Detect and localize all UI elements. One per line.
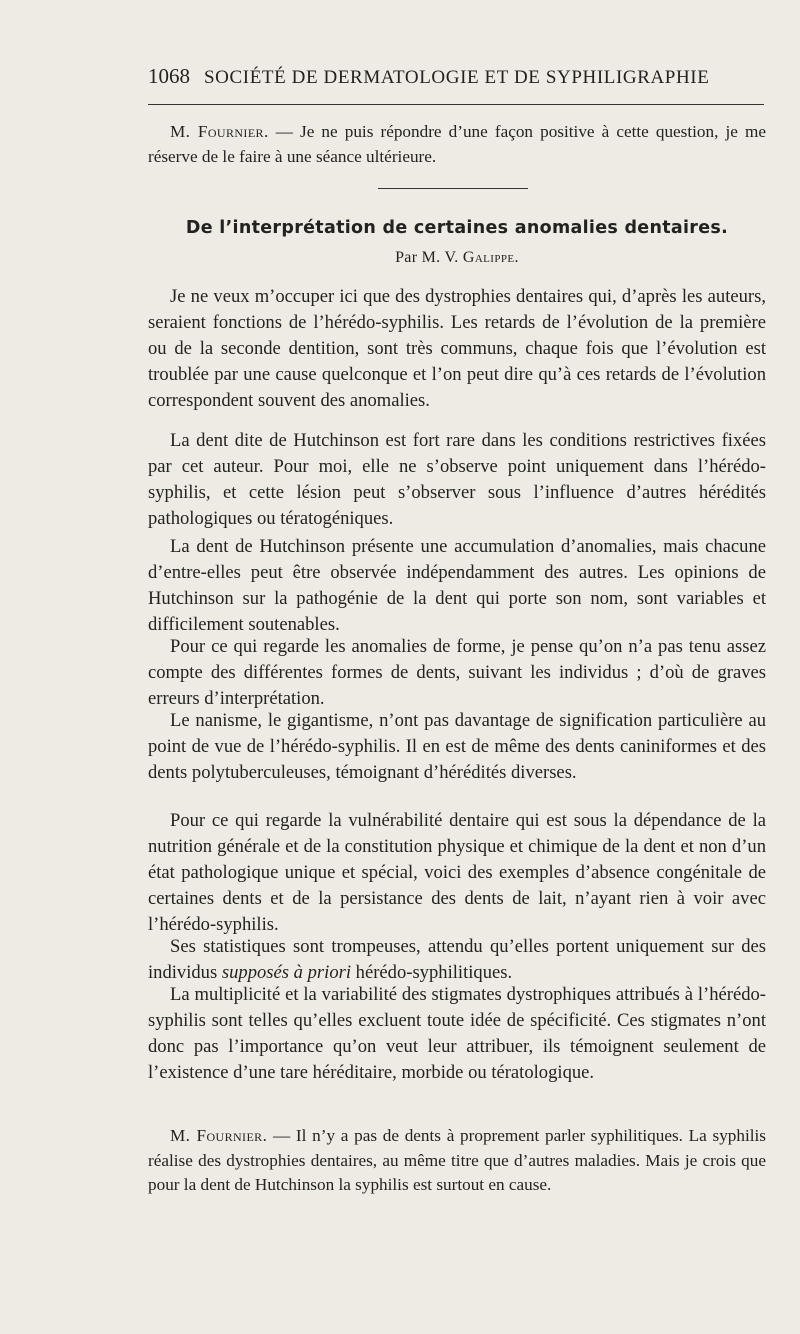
speaker-name: M. Fournier. [170, 122, 269, 141]
body-paragraph [148, 934, 766, 986]
running-header [148, 64, 764, 89]
page-number: 1068 [148, 64, 190, 88]
article-title: De l’interprétation de certaines anomalies dentaires. [185, 218, 729, 238]
closing-text: — Il n’y a pas de dents à proprement parler syphilitiques. La syphilis réalise des dystrophies dentaires, au même titre que d’autres maladies. Mais je crois que pour la dent de Hutchinson la syphilis est surtout en cause. [148, 1126, 766, 1194]
body-paragraph: Le nanisme, le gigantisme, n’ont pas davantage de signification particulière au point de vue de l’hérédo-syphilis. Il en est de même des dents caniniformes et des dents polytuberculeuses, témoignant d’hérédités diverses. [148, 710, 766, 783]
intro-paragraph [148, 120, 766, 169]
byline-prefix: Par M. V. [395, 249, 463, 266]
speaker-name: M. Fournier. [170, 1126, 268, 1145]
intro-text: — Je ne puis répondre d’une façon positive à cette question, je me réserve de le faire à une séance ultérieure. [148, 122, 766, 166]
byline-author: Galippe. [462, 249, 519, 266]
body-paragraph: La multiplicité et la variabilité des stigmates dystrophiques attribués à l’hérédo-syphilis sont telles qu’elles excluent toute idée de spécificité. Ces stigmates n’ont donc pas l’importance qu’on veut leur attribuer, ils témoignent seulement de l’existence d’une tare héréditaire, morbide ou tératologique. [148, 984, 766, 1083]
closing-paragraph [148, 1124, 766, 1198]
body-paragraph: La dent de Hutchinson présente une accumulation d’anomalies, mais chacune d’entre-elles peut être observée indépendamment des autres. Les opinions de Hutchinson sur la pathogénie de la dent qui porte son nom, sont variables et difficilement soutenables. [148, 536, 766, 635]
para7-text-after: hérédo-syphilitiques. [351, 962, 513, 983]
article-byline [148, 249, 766, 267]
body-paragraph: Pour ce qui regarde la vulnérabilité dentaire qui est sous la dépendance de la nutrition générale et de la constitution physique et chimique de la dent et non d’un état pathologique unique et spécial, voici des exemples d’absence congénitale de certaines dents et de la persistance des dents de lait, n’ayant rien à voir avec l’hérédo-syphilis. [148, 810, 766, 935]
journal-title: SOCIÉTÉ DE DERMATOLOGIE ET DE SYPHILIGRAPHIE [204, 67, 710, 88]
body-paragraph: Pour ce qui regarde les anomalies de forme, je pense qu’on n’a pas tenu assez compte des différentes formes de dents, suivant les individus ; d’où de graves erreurs d’interprétation. [148, 636, 766, 709]
body-paragraph: La dent dite de Hutchinson est fort rare dans les conditions restrictives fixées par cet auteur. Pour moi, elle ne s’observe point uniquement dans l’hérédo-syphilis, et cette lésion peut s’observer sous l’influence d’autres hérédités pathologiques ou tératogéniques. [148, 430, 766, 529]
header-rule [148, 104, 764, 105]
body-paragraph: Je ne veux m’occuper ici que des dystrophies dentaires qui, d’après les auteurs, seraient fonctions de l’hérédo-syphilis. Les retards de l’évolution de la première ou de la seconde dentition, sont très communs, chaque fois que l’évolution est troublée par une cause quelconque et l’on peut dire qu’à ces retards de l’évolution correspondent souvent des anomalies. [148, 286, 766, 411]
para7-italic: supposés à priori [221, 962, 352, 983]
para7-text-before: Ses statistiques sont trompeuses, attendu qu’elles portent uniquement sur des individus [148, 936, 766, 983]
section-divider [378, 188, 528, 189]
